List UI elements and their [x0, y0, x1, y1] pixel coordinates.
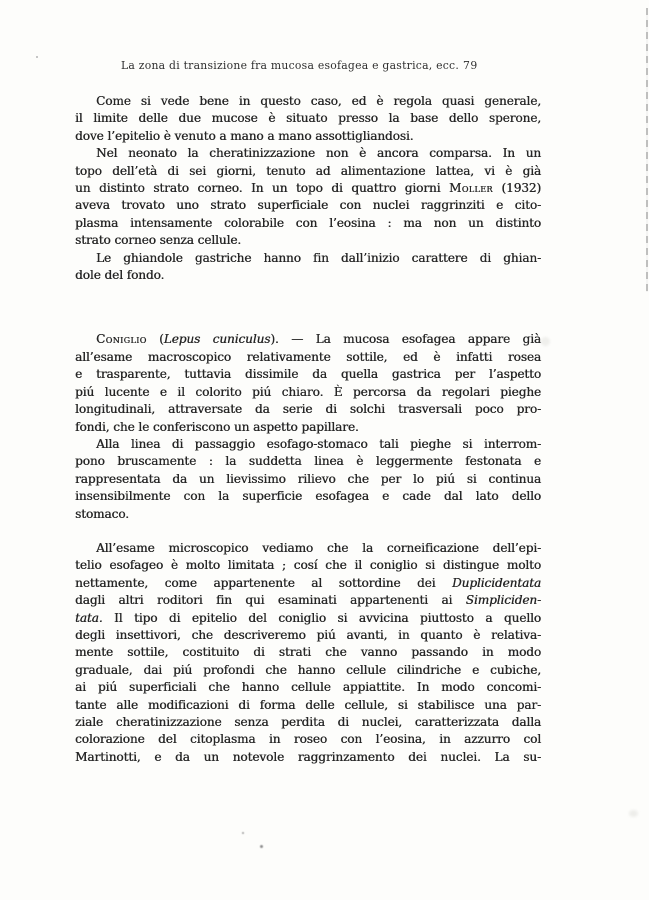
- body-text: aveva trovato uno strato superficiale con nuclei raggrinziti e cito-: [75, 198, 541, 213]
- text-line: [75, 419, 541, 436]
- body-text: fondi, che le conferiscono un aspetto papillare.: [75, 419, 359, 434]
- text-line: [75, 331, 541, 348]
- body-text: longitudinali, attraversate da serie di solchi trasversali poco pro-: [75, 402, 541, 417]
- text-line: [75, 714, 541, 731]
- body-text: e trasparente, tuttavia dissimile da quella gastrica per l’aspetto: [75, 367, 541, 382]
- text-line: [75, 575, 541, 592]
- text-line: [75, 110, 541, 127]
- text-line: [75, 232, 541, 249]
- body-text: stomaco.: [75, 506, 129, 521]
- body-text: nettamente, come appartenente al sottordine dei: [75, 575, 452, 590]
- text-line: [75, 662, 541, 679]
- text-line: [75, 453, 541, 470]
- text-line: [75, 250, 541, 267]
- text-line: [75, 384, 541, 401]
- body-text: All’esame microscopico vediamo che la corneificazione dell’epi-: [96, 540, 541, 555]
- italic-text: Simpliciden-: [465, 593, 541, 608]
- body-text: dole del fondo.: [75, 268, 165, 283]
- italic-text: Lepus cuniculus: [163, 332, 271, 347]
- text-line: [75, 267, 541, 284]
- text-line: [75, 215, 541, 232]
- text-line: [75, 506, 541, 523]
- text-line: [75, 540, 541, 557]
- page-header: [75, 59, 541, 74]
- body-text: mente sottile, costituito di strati che vanno passando in modo: [75, 645, 541, 660]
- body-text: topo dell’età di sei giorni, tenuto ad alimentazione lattea, vi è già: [75, 163, 541, 178]
- text-line: [75, 145, 541, 162]
- text-line: [75, 401, 541, 418]
- body-text: graduale, dai piú profondi che hanno cellule cilindriche e cubiche,: [75, 662, 541, 677]
- text-line: [75, 128, 541, 145]
- small-caps-text: Moller: [448, 181, 493, 196]
- text-line: [75, 627, 541, 644]
- text-line: [75, 592, 541, 609]
- body-text: il limite delle due mucose è situato presso la base dello sperone,: [75, 111, 541, 126]
- text-block: [75, 93, 541, 766]
- body-text: dagli altri roditori fin qui esaminati appartenenti ai: [75, 593, 466, 608]
- text-line: [75, 197, 541, 214]
- text-line: [75, 366, 541, 383]
- text-line: [75, 679, 541, 696]
- italic-text: Duplicidentata: [451, 575, 541, 590]
- text-line: [75, 180, 541, 197]
- running-title: La zona di transizione fra mucosa esofagea e gastrica, ecc.: [121, 59, 460, 72]
- body-text: ai piú superficiali che hanno cellule appiattite. In modo concomi-: [75, 680, 541, 695]
- body-text: all’esame macroscopico relativamente sottile, ed è infatti rosea: [75, 349, 541, 364]
- text-line: [75, 644, 541, 661]
- text-line: [75, 488, 541, 505]
- body-text: rappresentata da un lievissimo rilievo che per lo piú si continua: [75, 471, 541, 486]
- text-line: [75, 436, 541, 453]
- body-text: plasma intensamente colorabile con l’eosina : ma non un distinto: [75, 215, 541, 230]
- scan-speck: [36, 56, 38, 58]
- body-text: piú lucente e il colorito piú chiaro. È percorsa da regolari pieghe: [75, 384, 541, 399]
- text-line: [75, 471, 541, 488]
- scan-smudge: [629, 810, 638, 817]
- scan-smudge: [541, 337, 550, 346]
- scan-speck: [242, 832, 244, 834]
- text-line: [75, 749, 541, 766]
- body-text: tante alle modificazioni di forma delle cellule, si stabilisce una par-: [75, 697, 541, 712]
- small-caps-text: Coniglio: [96, 332, 147, 347]
- body-text: dove l’epitelio è venuto a mano a mano assottigliandosi.: [75, 128, 414, 143]
- body-text: ziale cheratinizzazione senza perdita di nuclei, caratterizzata dalla: [75, 715, 541, 729]
- scan-edge-line: [646, 8, 648, 292]
- text-line: [75, 697, 541, 714]
- body-text: strato corneo senza cellule.: [75, 233, 242, 248]
- body-text: Come si vede bene in questo caso, ed è regola quasi generale,: [96, 94, 541, 108]
- text-line: [75, 610, 541, 627]
- body-text: telio esofageo è molto limitata ; cosí che il coniglio si distingue molto: [75, 558, 541, 573]
- text-line: [75, 93, 541, 110]
- body-text: Martinotti, e da un notevole raggrinzamento dei nuclei. La su-: [75, 749, 541, 764]
- body-text: Alla linea di passaggio esofago-stomaco tali pieghe si interrom-: [96, 436, 541, 451]
- body-text: Le ghiandole gastriche hanno fin dall’inizio carattere di ghian-: [96, 250, 541, 265]
- text-line: [75, 731, 541, 748]
- body-text: pono bruscamente : la suddetta linea è leggermente festonata e: [75, 454, 541, 469]
- page-number: 79: [463, 59, 478, 72]
- italic-text: tata.: [75, 610, 103, 625]
- scan-speck: [260, 845, 263, 848]
- text-line: [75, 163, 541, 180]
- body-text: colorazione del citoplasma in roseo con l’eosina, in azzurro col: [75, 732, 541, 747]
- body-text: insensibilmente con la superficie esofagea e cade dal lato dello: [75, 489, 541, 504]
- body-text: ). — La mucosa esofagea appare già: [270, 332, 541, 347]
- text-line: [75, 349, 541, 366]
- body-text: (: [146, 332, 164, 347]
- text-line: [75, 557, 541, 574]
- body-text: Il tipo di epitelio del coniglio si avvicina piuttosto a quello: [102, 610, 541, 625]
- body-text: Nel neonato la cheratinizzazione non è ancora comparsa. In un: [96, 146, 541, 161]
- body-text: un distinto strato corneo. In un topo di quattro giorni: [75, 181, 449, 196]
- body-text: degli insettivori, che descriveremo piú avanti, in quanto è relativa-: [75, 627, 541, 642]
- body-text: (1932): [492, 181, 541, 196]
